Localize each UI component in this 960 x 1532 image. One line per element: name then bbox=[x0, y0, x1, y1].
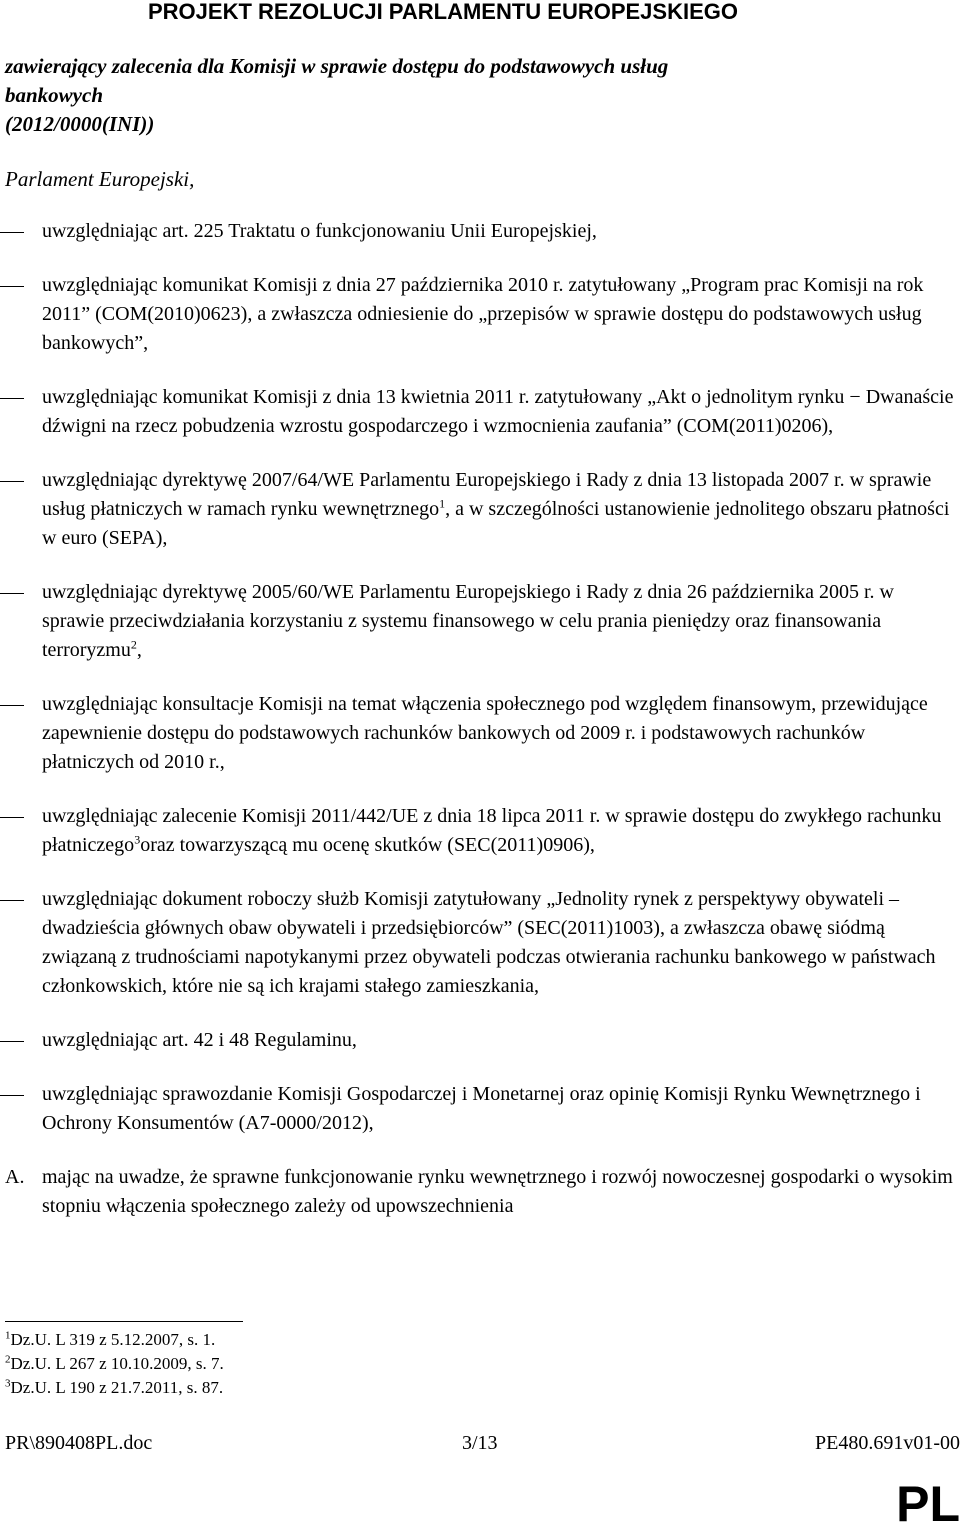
subtitle-line-2: bankowych bbox=[5, 83, 104, 107]
document-reference: PR\890408PL.doc bbox=[5, 1432, 153, 1454]
citation-item bbox=[0, 690, 960, 777]
citation-text: uwzględniając dyrektywę 2005/60/WE Parlamentu Europejskiego i Rady z dnia 26 października 2005 r. w sprawie przeciwdziałania korzystaniu z systemu finansowego w celu prania pieniędzy oraz finansowania terroryzmu bbox=[42, 581, 894, 661]
footnote-ref[interactable]: 3 bbox=[134, 832, 141, 847]
citation-text: uwzględniając art. 225 Traktatu o funkcjonowaniu Unii Europejskiej, bbox=[42, 220, 597, 242]
recital-marker: A. bbox=[5, 1166, 25, 1188]
footnotes bbox=[5, 1328, 224, 1400]
resolution-subtitle bbox=[5, 52, 905, 139]
citation-item bbox=[0, 217, 960, 246]
footnote bbox=[5, 1352, 224, 1376]
citation-text: uwzględniając komunikat Komisji z dnia 13 kwietnia 2011 r. zatytułowany „Akt o jednolitym rynku − Dwanaście dźwigni na rzecz pobudzenia wzrostu gospodarczego i wzmocnienia zaufania” (COM(2011)0206), bbox=[42, 386, 954, 437]
footnote-text: Dz.U. L 190 z 21.7.2011, s. 87. bbox=[10, 1378, 224, 1397]
dash-bullet bbox=[0, 398, 24, 399]
recital-text: mając na uwadze, że sprawne funkcjonowanie rynku wewnętrznego i rozwój nowoczesnej gospodarki o wysokim stopniu włączenia społecznego zależy od upowszechnienia bbox=[42, 1166, 953, 1217]
citation-item bbox=[0, 802, 960, 860]
document-title: PROJEKT REZOLUCJI PARLAMENTU EUROPEJSKIEGO bbox=[148, 0, 738, 24]
dash-bullet bbox=[0, 1041, 24, 1042]
recital-item bbox=[0, 1163, 960, 1221]
footnote-number: 2 bbox=[5, 1353, 11, 1366]
dash-bullet bbox=[0, 817, 24, 818]
dash-bullet bbox=[0, 705, 24, 706]
dash-bullet bbox=[0, 593, 24, 594]
footnote-ref[interactable]: 1 bbox=[439, 496, 446, 511]
citation-text: uwzględniając dokument roboczy służb Komisji zatytułowany „Jednolity rynek z perspektywy obywateli – dwadzieścia głównych obaw obywateli i przedsiębiorców” (SEC(2011)1003), a zwłaszcza obawę siódmą związaną z trudnościami napotykanymi przez obywateli podczas otwierania rachunku bankowego w państwach członkowskich, które nie są ich krajami stałego zamieszkania, bbox=[42, 888, 936, 997]
citation-text: uwzględniając komunikat Komisji z dnia 27 października 2010 r. zatytułowany „Program prac Komisji na rok 2011” (COM(2010)0623), a zwłaszcza odniesienie do „przepisów w sprawie dostępu do podstawowych usług bankowych”, bbox=[42, 274, 924, 354]
citation-item bbox=[0, 383, 960, 441]
footnote-text: Dz.U. L 319 z 5.12.2007, s. 1. bbox=[10, 1330, 216, 1349]
footnote-text: Dz.U. L 267 z 10.10.2009, s. 7. bbox=[10, 1354, 224, 1373]
citation-item bbox=[0, 271, 960, 358]
citations-list bbox=[0, 217, 960, 1221]
citation-text: uwzględniając sprawozdanie Komisji Gospodarczej i Monetarnej oraz opinię Komisji Rynku Wewnętrznego i Ochrony Konsumentów (A7-0000/2012), bbox=[42, 1083, 921, 1134]
subtitle-line-1: zawierający zalecenia dla Komisji w sprawie dostępu do podstawowych usług bbox=[5, 54, 669, 78]
page-number: 3/13 bbox=[462, 1432, 498, 1454]
citation-text-continued: , bbox=[136, 639, 142, 661]
footnote-separator bbox=[5, 1321, 243, 1322]
citation-text-continued: oraz towarzyszącą mu ocenę skutków (SEC(2011)0906), bbox=[140, 834, 595, 856]
citation-text: uwzględniając dyrektywę 2007/64/WE Parlamentu Europejskiego i Rady z dnia 13 listopada 2007 r. w sprawie usług płatniczych w ramach rynku wewnętrznego bbox=[42, 469, 932, 520]
citation-text: uwzględniając zalecenie Komisji 2011/442/UE z dnia 18 lipca 2011 r. w sprawie dostępu do zwykłego rachunku płatniczego bbox=[42, 805, 942, 856]
dash-bullet bbox=[0, 900, 24, 901]
citation-item bbox=[0, 578, 960, 665]
citation-item bbox=[0, 466, 960, 553]
footnote-number: 1 bbox=[5, 1329, 11, 1342]
pe-reference: PE480.691v01-00 bbox=[815, 1432, 960, 1454]
dash-bullet bbox=[0, 286, 24, 287]
citation-item bbox=[0, 1026, 960, 1055]
dash-bullet bbox=[0, 1095, 24, 1096]
citation-text: uwzględniając konsultacje Komisji na temat włączenia społecznego pod względem finansowym, przewidujące zapewnienie dostępu do podstawowych rachunków bankowych od 2009 r. i podstawowych rachunków płatniczych od 2010 r., bbox=[42, 693, 928, 773]
citation-item bbox=[0, 885, 960, 1001]
dash-bullet bbox=[0, 481, 24, 482]
footnote-ref[interactable]: 2 bbox=[130, 637, 137, 652]
language-code: PL bbox=[896, 1476, 960, 1532]
parliament-heading: Parlament Europejski, bbox=[5, 167, 195, 191]
citation-text-continued: , a w szczególności ustanowienie jednolitego obszaru płatności w euro (SEPA), bbox=[42, 498, 950, 549]
footnote bbox=[5, 1376, 224, 1400]
footnote-number: 3 bbox=[5, 1377, 11, 1390]
citation-text: uwzględniając art. 42 i 48 Regulaminu, bbox=[42, 1029, 357, 1051]
footnote bbox=[5, 1328, 224, 1352]
citation-item bbox=[0, 1080, 960, 1138]
dash-bullet bbox=[0, 232, 24, 233]
procedure-number: (2012/0000(INI)) bbox=[5, 112, 155, 136]
